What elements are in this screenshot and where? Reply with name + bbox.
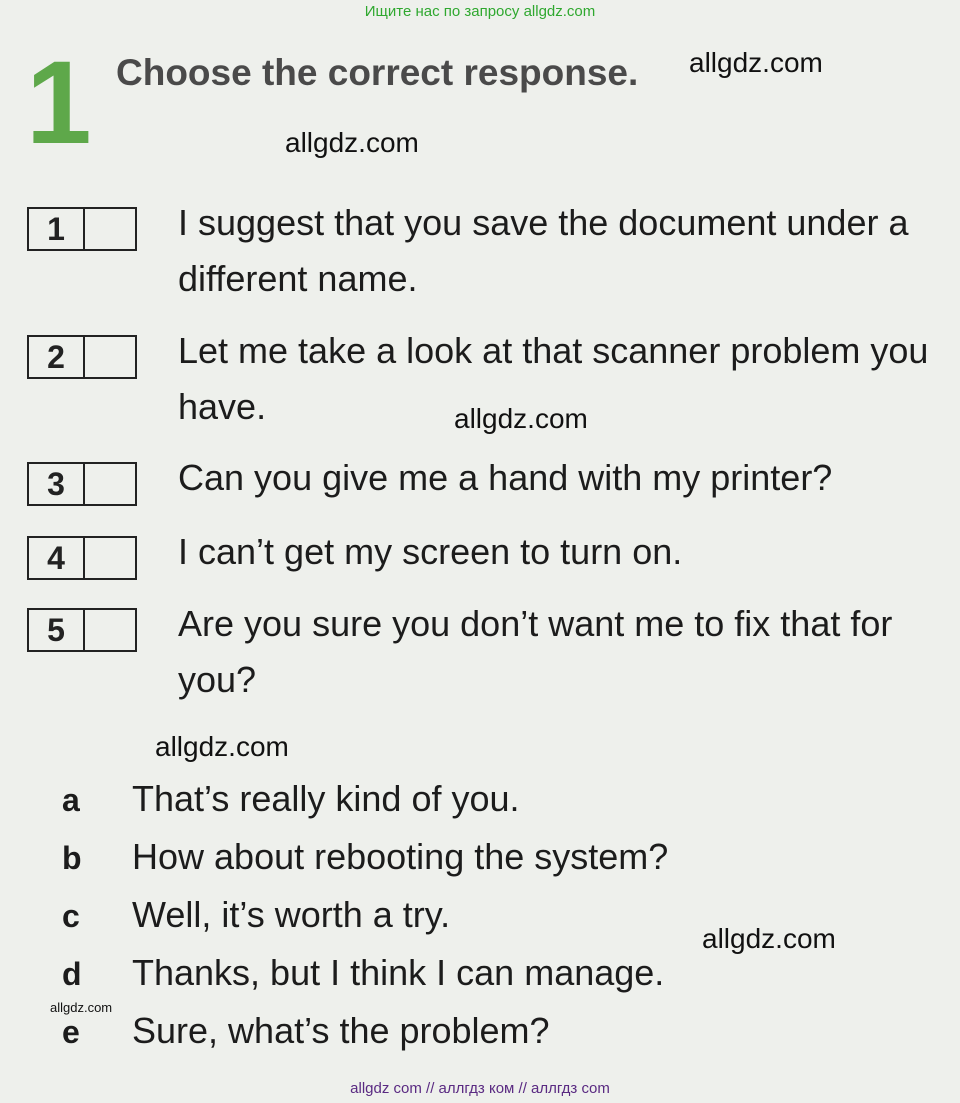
option-c <box>62 894 450 944</box>
answer-field[interactable] <box>85 209 135 249</box>
prompt-number: 4 <box>29 538 85 578</box>
prompt-text: Can you give me a hand with my printer? <box>178 457 833 498</box>
answer-box <box>27 608 137 652</box>
answer-field[interactable] <box>85 610 135 650</box>
prompt-text: Are you sure you don’t want me to fix that for you? <box>178 603 893 700</box>
watermark: allgdz.com <box>155 731 289 762</box>
option-d <box>62 952 664 1002</box>
answer-field[interactable] <box>85 538 135 578</box>
prompt-text: I can’t get my screen to turn on. <box>178 531 683 572</box>
bottom-banner[interactable]: allgdz com // аллгдз ком // аллгдз com <box>350 1080 610 1097</box>
option-text: That’s really kind of you. <box>132 778 520 819</box>
option-b <box>62 836 668 886</box>
exercise-number: 1 <box>26 37 88 169</box>
watermark: allgdz.com <box>285 127 419 158</box>
exercise-title: Choose the correct response. <box>116 52 639 93</box>
option-letter: e <box>62 1014 80 1050</box>
answer-box <box>27 335 137 379</box>
answer-box <box>27 207 137 251</box>
option-letter: c <box>62 898 80 934</box>
option-text: Sure, what’s the problem? <box>132 1010 550 1051</box>
answer-box <box>27 536 137 580</box>
prompt-text: I suggest that you save the document under a different name. <box>178 202 909 299</box>
prompt-number: 2 <box>29 337 85 377</box>
answer-field[interactable] <box>85 337 135 377</box>
option-text: How about rebooting the system? <box>132 836 669 877</box>
watermark-small: allgdz.com <box>50 1000 113 1015</box>
option-letter: d <box>62 956 82 992</box>
prompt-number: 1 <box>29 209 85 249</box>
answer-field[interactable] <box>85 464 135 504</box>
prompt-text: Let me take a look at that scanner problem you have. <box>178 330 929 427</box>
answer-box <box>27 462 137 506</box>
option-e <box>62 1010 550 1060</box>
option-text: Well, it’s worth a try. <box>132 894 451 935</box>
top-banner[interactable]: Ищите нас по запросу allgdz.com <box>364 3 596 20</box>
watermark: allgdz.com <box>702 923 836 954</box>
watermark: allgdz.com <box>689 47 823 78</box>
prompt-number: 5 <box>29 610 85 650</box>
prompt-number: 3 <box>29 464 85 504</box>
option-text: Thanks, but I think I can manage. <box>132 952 665 993</box>
option-a <box>62 778 520 828</box>
watermark: allgdz.com <box>454 403 588 434</box>
option-letter: a <box>62 782 80 818</box>
option-letter: b <box>62 840 82 876</box>
